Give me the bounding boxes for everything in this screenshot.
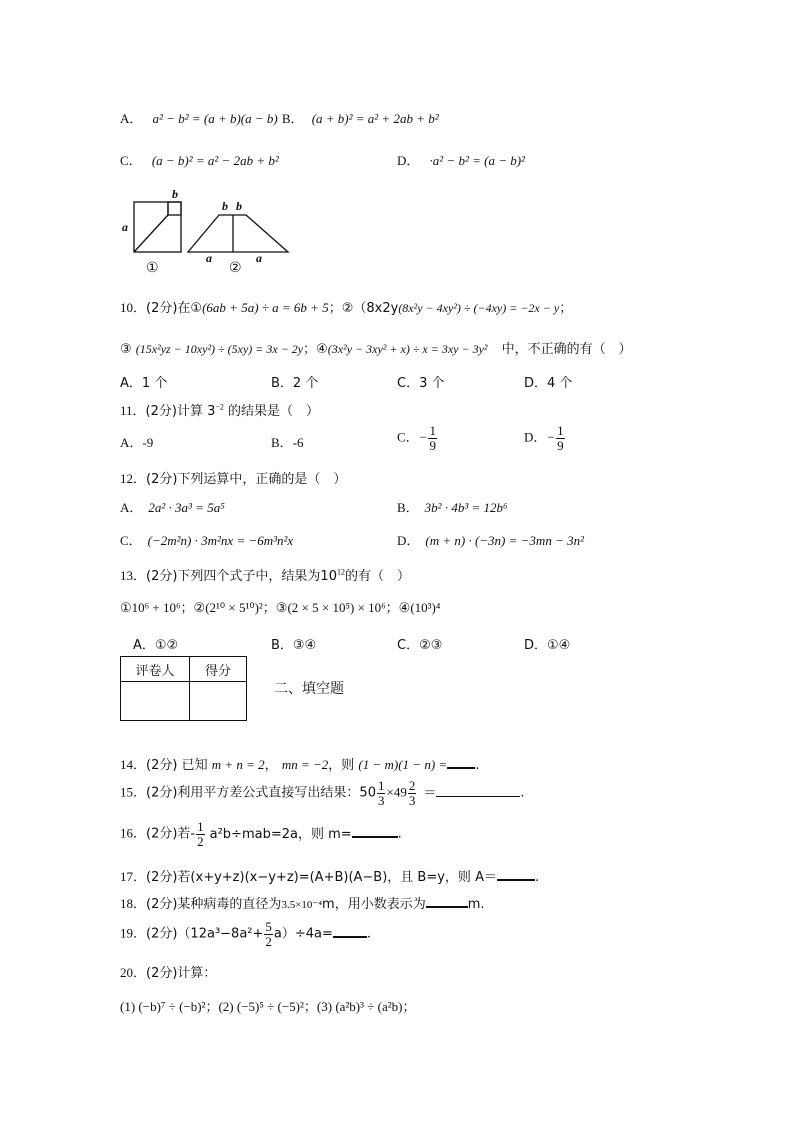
q13-option-a: A．①②	[133, 638, 179, 653]
q14-stem1: (2分) 已知	[146, 758, 208, 773]
q13-option-d: D．①④	[524, 638, 571, 653]
q16-fraction-num: 1	[197, 819, 204, 834]
q9-option-a	[120, 108, 439, 127]
q12-option-b-label: B．	[397, 500, 419, 515]
q17-answer-blank[interactable]	[497, 879, 535, 881]
q16-fraction-den: 2	[197, 833, 204, 849]
q15-line	[120, 779, 524, 807]
q14-end: .	[475, 758, 480, 773]
q18-end: m.	[467, 897, 485, 912]
q13-stem-after: 的有（ ）	[344, 569, 410, 584]
q12-option-d-formula: (m + n) · (−3n) = −3mn − 3n²	[425, 533, 584, 548]
q9-option-a-label: A．	[120, 111, 143, 126]
q13-exponent: 12	[336, 567, 345, 577]
q13-number: 13．	[120, 568, 147, 583]
figure2-label-a2: a	[256, 251, 262, 265]
q11-option-d-label: D．	[524, 429, 547, 445]
figure2-caption: ②	[229, 260, 242, 276]
q12-option-b-formula: 3b² · 4b³ = 12b⁶	[424, 500, 508, 515]
q10-score: (2分)在①	[146, 301, 203, 316]
q9-option-d-label: D．	[397, 153, 420, 168]
q12-stem-text: (2分)下列运算中，正确的是（ ）	[146, 472, 347, 487]
figure1-small-square	[168, 202, 181, 215]
q19-fraction-den: 2	[265, 933, 272, 949]
q15-mid: ×49	[386, 784, 407, 800]
q11-option-c-fraction	[428, 424, 437, 452]
q14-line	[120, 754, 479, 773]
q15-fraction2	[408, 779, 417, 807]
q15-stem: (2分)利用平方差公式直接写出结果：50	[146, 785, 376, 801]
q13-items: ①10⁶ + 10⁶；②(2¹⁰ × 5¹⁰)²；③(2 × 5 × 10⁵) × 10⁶；④(10³)⁴	[120, 600, 441, 615]
q16-answer-blank[interactable]	[352, 836, 398, 838]
q10-expr2: (8x²y − 4xy²) ÷ (−4xy) = −2x − y	[398, 301, 560, 315]
q14-expr1: m + n = 2	[211, 757, 265, 772]
q15-fraction2-num: 2	[408, 778, 416, 793]
q11-stem	[120, 400, 319, 419]
q13-stem-before: (2分)下列四个式子中，结果为10	[146, 569, 337, 584]
q11-stem-after: 的结果是（ ）	[223, 404, 320, 419]
q17-line	[120, 866, 539, 885]
q15-fraction2-den: 3	[408, 792, 416, 808]
section-title: 二、填空题	[274, 681, 344, 697]
q10-number: 10．	[120, 300, 147, 315]
q16-tail: a²b÷mab=2a，则 m=	[209, 826, 352, 842]
q12-stem	[120, 468, 346, 487]
q9-option-c	[120, 150, 279, 169]
q17-number: 17．	[120, 869, 147, 884]
q15-equals: ＝	[423, 785, 437, 801]
q11-option-d-sign: −	[546, 429, 556, 445]
q11-stem-before: (2分)计算 3	[145, 404, 216, 419]
q14-answer-blank[interactable]	[447, 767, 475, 769]
q17-stem: (2分)若(x+y+z)(x−y+z)=(A+B)(A−B)，且 B=y，则 A＝	[146, 870, 497, 885]
q13-option-c: C．②③	[397, 638, 443, 653]
figure1-label-b: b	[172, 187, 178, 201]
q11-exponent: −2	[215, 402, 224, 412]
q11-option-c-num: 1	[429, 423, 436, 438]
q9-option-b-label: B．	[281, 111, 304, 126]
q15-end: .	[520, 785, 525, 801]
figure2-label-a1: a	[206, 251, 212, 265]
q9-option-b-formula: (a + b)² = a² + 2ab + b²	[311, 111, 439, 126]
q10-option-b: B．2 个	[271, 376, 319, 391]
q19-number: 19．	[120, 925, 147, 941]
figure1-diagonal	[134, 215, 168, 252]
q10-sep3: ；④	[303, 342, 328, 357]
q14-expr2: mn = −2	[281, 757, 329, 772]
q18-tail: m，用小数表示为	[322, 897, 426, 912]
q11-option-d-den: 9	[557, 437, 564, 453]
q15-number: 15．	[120, 784, 147, 800]
q19-stem: (2分)（12a³−8a²+	[146, 926, 264, 942]
q10-stem-line1	[120, 297, 572, 316]
q13-stem	[120, 565, 410, 584]
q19-end: .	[366, 926, 372, 942]
q18-number: 18．	[120, 896, 147, 911]
figure1-caption: ①	[146, 260, 159, 276]
q18-value: 3.5×10⁻⁴	[281, 899, 323, 911]
q11-option-c-sign: −	[418, 429, 428, 445]
q10-expr3: (15x²yz − 10xy²) ÷ (5xy) = 3x − 2y	[135, 342, 304, 356]
q19-tail: a）÷4a=	[273, 926, 333, 942]
q10-option-c: C．3 个	[397, 376, 445, 391]
q14-number: 14．	[120, 757, 147, 772]
q12-option-b	[397, 497, 508, 516]
q16-line	[120, 820, 402, 848]
score-table-header-score: 得分	[190, 657, 247, 682]
q15-fraction1-num: 1	[377, 778, 385, 793]
score-table	[120, 656, 247, 721]
q16-stem: (2分)若-	[146, 826, 196, 842]
score-table-header-grader: 评卷人	[121, 657, 190, 682]
figure2-label-b2: b	[236, 199, 242, 213]
q11-option-c-label: C．	[397, 429, 419, 445]
figure1-label-a: a	[122, 220, 128, 234]
q10-sep1: ；②（8x2y	[328, 301, 399, 316]
q20-stem	[120, 962, 216, 981]
q11-option-b: B．-6	[271, 435, 304, 450]
q11-option-d	[524, 424, 566, 452]
q11-option-d-fraction	[556, 424, 565, 452]
q12-option-a-formula: 2a² · 3a³ = 5a⁵	[148, 500, 225, 515]
score-table-score-cell[interactable]	[190, 682, 247, 721]
q11-option-c	[397, 424, 438, 452]
q14-expr3: (1 − m)(1 − n) =	[358, 757, 448, 772]
q12-option-c-formula: (−2m²n) · 3m²nx = −6m³n²x	[147, 533, 294, 548]
q10-expr4: (3x²y − 3xy² + x) ÷ x = 3xy − 3y²	[327, 342, 488, 356]
q15-fraction1-den: 3	[377, 792, 385, 808]
q12-option-c	[120, 530, 293, 549]
q11-number: 11．	[120, 403, 146, 418]
q11-option-c-den: 9	[429, 437, 436, 453]
q20-stem-text: (2分)计算：	[146, 966, 217, 981]
q17-end: .	[534, 870, 540, 885]
q10-option-d: D．4 个	[524, 376, 573, 391]
q14-mid: ，	[264, 758, 278, 773]
q12-option-a	[120, 497, 225, 516]
q15-answer-blank[interactable]	[436, 796, 520, 797]
q16-number: 16．	[120, 825, 147, 841]
q12-number: 12．	[120, 471, 147, 486]
q20-number: 20．	[120, 965, 147, 980]
figure2-label-b1: b	[222, 199, 228, 213]
q19-fraction	[264, 920, 273, 948]
q9-option-c-formula: (a − b)² = a² − 2ab + b²	[151, 153, 279, 168]
q9-option-d-formula: ·a² − b² = (a − b)²	[429, 153, 525, 168]
q10-sep2: ；	[559, 301, 573, 316]
q16-fraction	[196, 820, 205, 848]
q10-stem-line2	[120, 338, 632, 357]
score-table-grader-cell[interactable]	[121, 682, 190, 721]
q10-expr1: (6ab + 5a) ÷ a = 6b + 5	[202, 300, 329, 315]
q10-tail: 中，不正确的有（ ）	[501, 342, 632, 357]
q18-answer-blank[interactable]	[426, 906, 468, 908]
q13-option-b: B．③④	[271, 638, 317, 653]
q12-option-d-label: D．	[397, 533, 420, 548]
q10-circ3: ③	[120, 342, 132, 357]
q12-option-d	[397, 530, 584, 549]
q19-answer-blank[interactable]	[333, 936, 367, 938]
q9-figure	[118, 186, 298, 276]
q11-option-d-num: 1	[557, 423, 564, 438]
q12-option-c-label: C．	[120, 533, 142, 548]
q9-option-c-label: C．	[120, 153, 142, 168]
q18-line	[120, 893, 485, 912]
q20-expressions: (1) (−b)⁷ ÷ (−b)²；(2) (−5)⁵ ÷ (−5)²；(3) (a²b)³ ÷ (a²b)；	[120, 999, 416, 1014]
q9-option-a-formula: a² − b² = (a + b)(a − b)	[152, 111, 278, 126]
figure2-trapezoid	[188, 215, 288, 252]
q19-line	[120, 920, 371, 948]
q12-option-a-label: A．	[120, 500, 143, 515]
q19-fraction-num: 5	[265, 919, 272, 934]
q14-stem2: ，则	[328, 758, 355, 773]
q10-option-a: A．1 个	[120, 376, 168, 391]
q9-option-d	[397, 150, 525, 169]
q18-stem: (2分)某种病毒的直径为	[146, 897, 282, 912]
q15-fraction1	[377, 779, 386, 807]
q11-option-a: A．-9	[120, 435, 154, 450]
q16-end: .	[397, 826, 402, 842]
